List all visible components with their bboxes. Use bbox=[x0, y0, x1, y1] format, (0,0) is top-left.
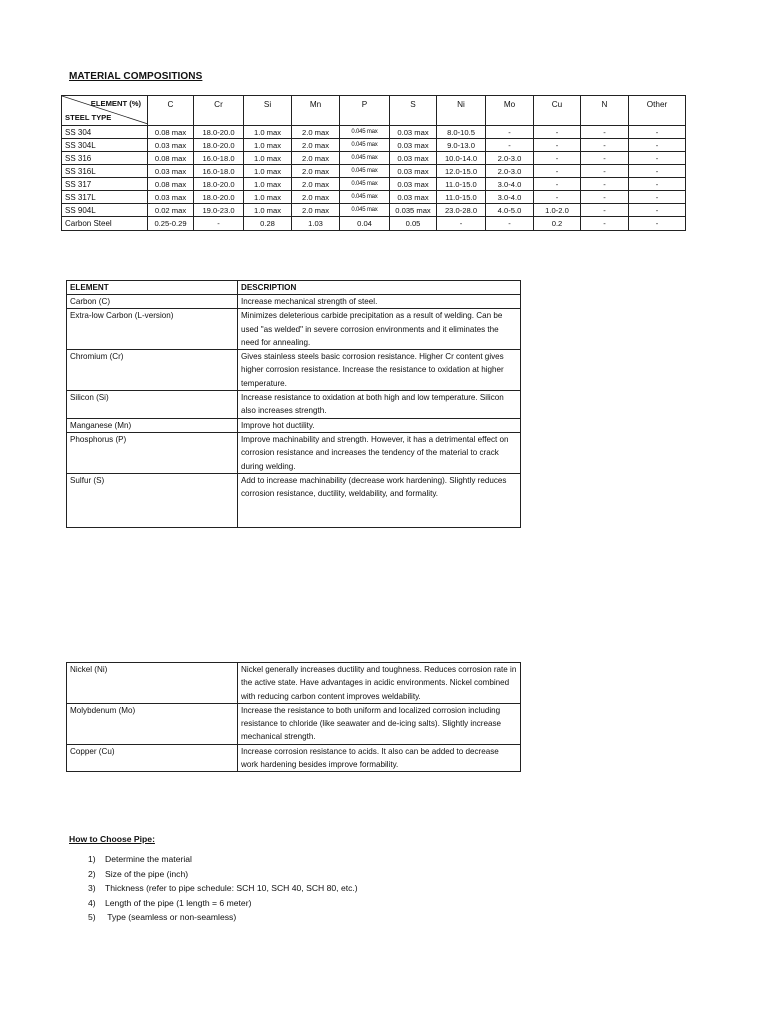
pipe-step-item bbox=[88, 910, 358, 925]
composition-row bbox=[62, 191, 686, 204]
element-description-table bbox=[66, 280, 521, 528]
composition-value-cell: 2.0-3.0 bbox=[486, 152, 534, 165]
pipe-steps-list bbox=[88, 852, 358, 925]
composition-value-cell: 0.03 max bbox=[390, 126, 437, 139]
element-description-cell: Increase the resistance to both uniform and localized corrosion including resistance to chloride (like seawater and de-icing salts). Slightly increase mechanical strength. bbox=[238, 703, 521, 744]
element-name-cell: Molybdenum (Mo) bbox=[67, 703, 238, 744]
composition-value-cell: 0.05 bbox=[390, 217, 437, 231]
composition-value-cell: 10.0-14.0 bbox=[437, 152, 486, 165]
element-name-cell: Copper (Cu) bbox=[67, 744, 238, 772]
description-row bbox=[67, 473, 521, 527]
description-row bbox=[67, 418, 521, 432]
pipe-step-item bbox=[88, 896, 358, 911]
column-header: Other bbox=[629, 96, 686, 126]
composition-value-cell: - bbox=[486, 217, 534, 231]
composition-value-cell: 11.0-15.0 bbox=[437, 178, 486, 191]
composition-value-cell: - bbox=[629, 139, 686, 152]
element-description-cell: Improve hot ductility. bbox=[238, 418, 521, 432]
composition-value-cell: 1.0-2.0 bbox=[534, 204, 581, 217]
composition-value-cell: 0.08 max bbox=[148, 126, 194, 139]
composition-value-cell: 2.0 max bbox=[292, 139, 340, 152]
description-row bbox=[67, 295, 521, 309]
composition-value-cell: 3.0-4.0 bbox=[486, 178, 534, 191]
composition-value-cell: - bbox=[629, 126, 686, 139]
steel-type-cell: Carbon Steel bbox=[62, 217, 148, 231]
description-header-row bbox=[67, 281, 521, 295]
pipe-step-item bbox=[88, 867, 358, 882]
composition-value-cell: 0.03 max bbox=[148, 191, 194, 204]
composition-value-cell: - bbox=[629, 204, 686, 217]
composition-value-cell: 0.03 max bbox=[390, 152, 437, 165]
element-description-cell: Add to increase machinability (decrease work hardening). Slightly reduces corrosion resistance, ductility, weldability, and formality. bbox=[238, 473, 521, 527]
corner-cell bbox=[62, 96, 148, 126]
composition-value-cell: 9.0-13.0 bbox=[437, 139, 486, 152]
element-description-cell: Minimizes deleterious carbide precipitation as a result of welding. Can be used "as welded" in severe corrosion environments and it eliminates the need for annealing. bbox=[238, 309, 521, 350]
composition-value-cell: 18.0-20.0 bbox=[194, 126, 244, 139]
composition-value-cell: 4.0-5.0 bbox=[486, 204, 534, 217]
element-description-table-continued bbox=[66, 662, 521, 772]
description-row bbox=[67, 744, 521, 772]
composition-value-cell: 0.25-0.29 bbox=[148, 217, 194, 231]
composition-value-cell: 0.04 bbox=[340, 217, 390, 231]
composition-value-cell: - bbox=[534, 152, 581, 165]
composition-value-cell: 0.045 max bbox=[340, 178, 390, 191]
description-row bbox=[67, 663, 521, 704]
composition-value-cell: 12.0-15.0 bbox=[437, 165, 486, 178]
composition-value-cell: 0.035 max bbox=[390, 204, 437, 217]
composition-value-cell: 1.0 max bbox=[244, 139, 292, 152]
composition-value-cell: 11.0-15.0 bbox=[437, 191, 486, 204]
step-text: Type (seamless or non-seamless) bbox=[105, 912, 237, 923]
description-row bbox=[67, 391, 521, 419]
column-header: N bbox=[581, 96, 629, 126]
composition-value-cell: - bbox=[581, 204, 629, 217]
step-text: Length of the pipe (1 length = 6 meter) bbox=[105, 897, 252, 908]
composition-value-cell: 0.03 max bbox=[390, 178, 437, 191]
composition-value-cell: - bbox=[534, 165, 581, 178]
composition-value-cell: 1.03 bbox=[292, 217, 340, 231]
steel-type-cell: SS 317L bbox=[62, 191, 148, 204]
steel-type-cell: SS 304L bbox=[62, 139, 148, 152]
column-header: P bbox=[340, 96, 390, 126]
composition-value-cell: 23.0-28.0 bbox=[437, 204, 486, 217]
description-row bbox=[67, 309, 521, 350]
steel-type-cell: SS 317 bbox=[62, 178, 148, 191]
corner-steel-label: STEEL TYPE bbox=[65, 113, 112, 122]
composition-value-cell: 0.045 max bbox=[340, 139, 390, 152]
composition-row bbox=[62, 217, 686, 231]
element-name-cell: Phosphorus (P) bbox=[67, 432, 238, 473]
composition-value-cell: 1.0 max bbox=[244, 204, 292, 217]
step-number: 4) bbox=[88, 897, 96, 908]
composition-value-cell: 2.0 max bbox=[292, 165, 340, 178]
composition-value-cell: - bbox=[581, 152, 629, 165]
composition-value-cell: 2.0 max bbox=[292, 191, 340, 204]
composition-value-cell: 1.0 max bbox=[244, 191, 292, 204]
pipe-step-item bbox=[88, 881, 358, 896]
composition-value-cell: - bbox=[629, 152, 686, 165]
element-description-cell: Nickel generally increases ductility and toughness. Reduces corrosion rate in the active state. Have advantages in acidic environments. Nickel combined with reducing carbon content improves weldability. bbox=[238, 663, 521, 704]
composition-value-cell: 0.045 max bbox=[340, 165, 390, 178]
composition-value-cell: 2.0 max bbox=[292, 178, 340, 191]
composition-value-cell: 18.0-20.0 bbox=[194, 178, 244, 191]
composition-value-cell: 0.02 max bbox=[148, 204, 194, 217]
composition-value-cell: - bbox=[534, 191, 581, 204]
composition-value-cell: - bbox=[534, 126, 581, 139]
description-row bbox=[67, 432, 521, 473]
composition-row bbox=[62, 178, 686, 191]
composition-value-cell: 2.0 max bbox=[292, 126, 340, 139]
element-description-cell: Improve machinability and strength. However, it has a detrimental effect on corrosion resistance and increases the tendency of the material to crack during welding. bbox=[238, 432, 521, 473]
element-name-cell: Carbon (C) bbox=[67, 295, 238, 309]
composition-value-cell: 0.03 max bbox=[390, 191, 437, 204]
composition-row bbox=[62, 152, 686, 165]
composition-value-cell: 18.0-20.0 bbox=[194, 139, 244, 152]
step-number: 3) bbox=[88, 883, 96, 894]
composition-value-cell: - bbox=[581, 191, 629, 204]
element-name-cell: Chromium (Cr) bbox=[67, 350, 238, 391]
composition-value-cell: 1.0 max bbox=[244, 178, 292, 191]
step-text: Size of the pipe (inch) bbox=[105, 868, 189, 879]
composition-value-cell: - bbox=[194, 217, 244, 231]
composition-value-cell: - bbox=[437, 217, 486, 231]
step-number: 5) bbox=[88, 912, 96, 923]
composition-value-cell: - bbox=[581, 126, 629, 139]
composition-value-cell: - bbox=[581, 178, 629, 191]
element-name-cell: Sulfur (S) bbox=[67, 473, 238, 527]
composition-value-cell: - bbox=[581, 217, 629, 231]
composition-value-cell: - bbox=[486, 139, 534, 152]
step-number: 2) bbox=[88, 868, 96, 879]
composition-value-cell: 16.0-18.0 bbox=[194, 165, 244, 178]
description-row bbox=[67, 703, 521, 744]
composition-value-cell: 19.0-23.0 bbox=[194, 204, 244, 217]
element-name-cell: Manganese (Mn) bbox=[67, 418, 238, 432]
composition-value-cell: - bbox=[486, 126, 534, 139]
pipe-step-item bbox=[88, 852, 358, 867]
composition-value-cell: 16.0-18.0 bbox=[194, 152, 244, 165]
column-header: Mn bbox=[292, 96, 340, 126]
composition-value-cell: - bbox=[629, 217, 686, 231]
composition-value-cell: - bbox=[581, 139, 629, 152]
steel-type-cell: SS 316 bbox=[62, 152, 148, 165]
composition-header-row bbox=[62, 96, 686, 126]
steel-type-cell: SS 304 bbox=[62, 126, 148, 139]
composition-row bbox=[62, 204, 686, 217]
composition-value-cell: 0.03 max bbox=[390, 139, 437, 152]
column-header: Ni bbox=[437, 96, 486, 126]
composition-value-cell: - bbox=[581, 165, 629, 178]
column-header: Mo bbox=[486, 96, 534, 126]
composition-value-cell: 2.0 max bbox=[292, 152, 340, 165]
column-header: Cr bbox=[194, 96, 244, 126]
column-header: C bbox=[148, 96, 194, 126]
composition-value-cell: 0.045 max bbox=[340, 191, 390, 204]
composition-value-cell: 0.08 max bbox=[148, 178, 194, 191]
composition-value-cell: - bbox=[629, 178, 686, 191]
composition-value-cell: 1.0 max bbox=[244, 126, 292, 139]
composition-value-cell: 0.28 bbox=[244, 217, 292, 231]
element-description-cell: Gives stainless steels basic corrosion resistance. Higher Cr content gives higher corrosion resistance. Increase the resistance to oxidation at higher temperature. bbox=[238, 350, 521, 391]
composition-value-cell: 0.045 max bbox=[340, 204, 390, 217]
composition-value-cell: 0.03 max bbox=[148, 139, 194, 152]
steel-type-cell: SS 904L bbox=[62, 204, 148, 217]
element-name-cell: Nickel (Ni) bbox=[67, 663, 238, 704]
column-header: Cu bbox=[534, 96, 581, 126]
steel-type-cell: SS 316L bbox=[62, 165, 148, 178]
step-number: 1) bbox=[88, 854, 96, 864]
composition-row bbox=[62, 126, 686, 139]
composition-value-cell: - bbox=[534, 178, 581, 191]
composition-value-cell: 8.0-10.5 bbox=[437, 126, 486, 139]
composition-value-cell: 0.045 max bbox=[340, 126, 390, 139]
composition-value-cell: 2.0 max bbox=[292, 204, 340, 217]
composition-value-cell: 0.03 max bbox=[148, 165, 194, 178]
composition-value-cell: 0.03 max bbox=[390, 165, 437, 178]
element-column-header: ELEMENT bbox=[67, 281, 238, 295]
composition-row bbox=[62, 165, 686, 178]
element-name-cell: Silicon (Si) bbox=[67, 391, 238, 419]
element-description-cell: Increase resistance to oxidation at both high and low temperature. Silicon also increases strength. bbox=[238, 391, 521, 419]
column-header: Si bbox=[244, 96, 292, 126]
composition-value-cell: 0.08 max bbox=[148, 152, 194, 165]
step-text: Thickness (refer to pipe schedule: SCH 10, SCH 40, SCH 80, etc.) bbox=[105, 883, 358, 894]
description-row bbox=[67, 350, 521, 391]
column-header: S bbox=[390, 96, 437, 126]
composition-value-cell: 2.0-3.0 bbox=[486, 165, 534, 178]
composition-value-cell: 0.045 max bbox=[340, 152, 390, 165]
composition-value-cell: - bbox=[629, 165, 686, 178]
page-title: MATERIAL COMPOSITIONS bbox=[69, 71, 203, 82]
composition-value-cell: 3.0-4.0 bbox=[486, 191, 534, 204]
element-description-cell: Increase corrosion resistance to acids. It also can be added to decrease work hardening besides improve formability. bbox=[238, 744, 521, 772]
composition-row bbox=[62, 139, 686, 152]
step-text: Determine the material bbox=[105, 854, 192, 864]
composition-value-cell: - bbox=[629, 191, 686, 204]
composition-value-cell: - bbox=[534, 139, 581, 152]
element-description-cell: Increase mechanical strength of steel. bbox=[238, 295, 521, 309]
composition-value-cell: 1.0 max bbox=[244, 152, 292, 165]
composition-value-cell: 18.0-20.0 bbox=[194, 191, 244, 204]
composition-value-cell: 1.0 max bbox=[244, 165, 292, 178]
how-to-choose-pipe-title: How to Choose Pipe: bbox=[69, 834, 155, 844]
corner-element-label: ELEMENT (%) bbox=[90, 99, 141, 108]
element-name-cell: Extra-low Carbon (L-version) bbox=[67, 309, 238, 350]
composition-table bbox=[61, 95, 686, 231]
description-column-header: DESCRIPTION bbox=[238, 281, 521, 295]
composition-value-cell: 0.2 bbox=[534, 217, 581, 231]
